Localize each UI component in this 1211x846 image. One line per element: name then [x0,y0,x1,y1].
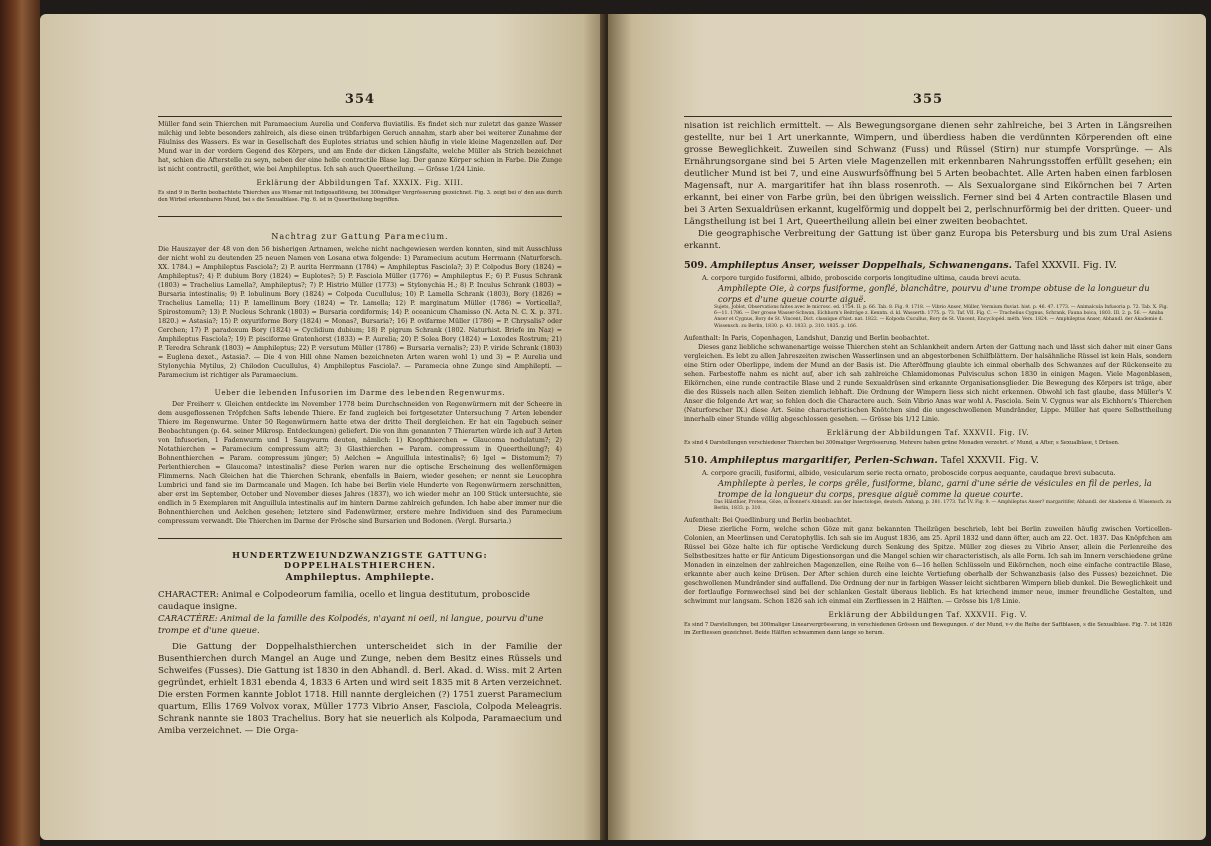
nachtrag-body: Die Hauszayer der 48 von den 56 bisherigen Artnamen, welche nicht nachgewiesen werden konnten, sind mit Ausschluss der nicht wohl zu deutenden 25 neuen Namen von Losana etwa folgende: 1) Paramecium acutum Herrmann (Naturforsch. XX. 1784.) = Amphileptus Fasciola?; 2) P. aurita Herrmann (1784) = Amphileptus Fasciola?; 3) P. Colpodus Bory (1824) = Amphileptus?; 4) P. dubium Bory (1824) = Euplotes?; 5) P. Fasciola Müller (1776) = Amphileptus F.; 6) P. Fusus Schrank (1803) = Trachelius Lamella?, Amphileptus?; 7) P. Histrio Müller (1773) = Stylonychia H.; 8) P. Inculus Schrank (1803) = Bursaria intestinalis; 9) P. lobulinum Bory (1824) = Colpoda Cucullulus; 10) P. Lamella Schrank (1803), Bory (1826) = Trachelius Lamella; 11) P. lamellinum Bory (1824) = Tr. Lamella; 12) P. marginatum Müller (1786) = Vorticella?, Spirostomum?; 13) P. Nucleus Schrank (1803) = Bursaria cordiformis; 14) P. oceanicum Chamisso (N. Acta N. C. X. p. 371. 1820.) = Astasia?; 15) P. oxyuriforme Bory (1824) = Monas?, Bursaria?; 16) P. ovifarme Müller (1786) = P. Chrysalis? oder Cerchen; 17) P. paradoxum Bory (1824) = Cyclidium dubium; 18) P. pigrum Schrank (1802. Naturhist. Briefe im Naz) = Amphileptus Fasciola?; 19) P. pisciforme Gratenhorst (1833) = P. Aurelia; 20) P. Solea Bory (1824) = Loxodes Rostrum; 21) P. Teredra Schrank (1803) = Amphileptus; 22) P. versutum Müller (1786) = Bursaria vernalis?; 23) P. viride Schrank (1803) = Euglena dexet., Astasia?. — Die 4 von Hill ohne Namen bezeichneten Arten waren wohl 1) und 3) = P. Aurelia und Stylonychia Mytilus, 2) Chilodon Cucullulus, 4) Amphileptus Fasciola?. — Paramecia ohne Zunge sind Amphilepti. — Paramecium ist richtiger als Paramaecium. [158,245,562,380]
species-509-figure-text: Es sind 4 Darstellungen verschiedener Thierchen bei 300maliger Vergrösserung. Mehrere haben grüne Monaden verzehrt. o' Mund, a After, s Sexualblase, t Drüsen. [684,439,1120,446]
book-spine [0,0,40,846]
species-509-name: Amphileptus Anser, weisser Doppelhals, Schwanengans. [710,260,1012,271]
species-510-figure-caption: Erklärung der Abbildungen Taf. XXXVII. Fig. V. [828,610,1028,620]
species-510-number: 510. [684,455,708,467]
species-509-plate: Tafel XXXVII. Fig. IV. [1015,260,1117,271]
character-label: CHARACTER: [158,590,219,601]
page-number-left: 354 [344,92,376,107]
species-510-figure-text: Es sind 7 Darstellungen, bei 300maliger Linearvergrösserung, in verschiedenen Grössen und Bewegungen. o' der Mund, v-v die Reihe der Saftblasen, s die Sexualblase. Fig. 7. ist 1826 im Zerfliessen gezeichnet. Beide Hälften schwammen dann lange so herum. [684,622,1172,636]
figure-text: Es sind 9 in Berlin beobachtete Thierchen aus Wismar mit Indigoauflösung, bei 300maliger Vergrösserung gezeichnet. Fig. 3. zeigt bei o' den aus durch den Wirbel erkennbaren Mund, bei s die Sexualblase. Fig. 6. ist in Queertheilung begriffen. [158,190,562,204]
nachtrag-title: Nachtrag zur Gattung Paramecium. [271,232,449,242]
species-509-figure-caption: Erklärung der Abbildungen Taf. XXXVII. Fig. IV. [826,427,1030,437]
intro-paragraph: Müller fand sein Thierchen mit Paramaecium Aurelia und Conferva fluviatilis. Es findet sich nur zuletzt das ganze Wasser milchig und lebte besonders zahlreich, als diese einen trübfarbigen Geruch annahm, starb aber bei weiterer Zunahme der Fäulniss des Wassers. Es war in Gesellschaft des Euplotes striatus und schien häufig in viele kleine Magenzellen auf. Der Mund war in der vordern Gegend des Körpers, und am Ende der dicken Längsfalte, welche Müller als Strich bezeichnet hat, schien die Afterstelle zu seyn, neben der eine helle contractile Blase lag. Der ganze Körper schien in Farbe. Die Zunge ist nicht contractil, geröthet, wie bei Amphileptus. Ich sah auch Queertheilung. — Grösse 1/24 Linie. [158,120,562,173]
figure-caption: Erklärung der Abbildungen Taf. XXXIX. Fig. XIII. [256,178,464,187]
species-510-body: Diese zierliche Form, welche schon Göze mit ganz bekannten Theilzügen beschrieb, lebt bei Berlin zuweilen häufig zwischen Vorticellen-Colonien, an Meerlinsen und Ceratophyllis. Ich sah sie im August 1836, am 25. April 1832 und dann öfter, auch am 22. Oct. 1837. Das Knöpfchen am Rüssel bei Göze halte ich für optische Verdickung durch Senkung des Spitze. Müller zog dieses zu Vibrio Anser, allein die Perlenreihe des Selbstbesitzes hatte er für Anticum Digestionsorgan und die Mangel schien wir characteristisch, als alle Form. Ich sah im Innern verschiedene grüne Monaden in einzelnen der zahlreichen Magenzellen, eine Reihe von 6—16 hellen Schlüsseln und Eikörnchen, noch eine einfache contractile Blase, erkannte aber auch keine Drüsen. Der After schien durch eine leichte Vertiefung oberhalb der Schwanzbasis (also des Fusses) bezeichnet. Die geschwollenen Mundränder sind auffallend. Die Ordnung der nur in farbigen Wasser leicht sichtbaren Wimpern blieb dunkel. Die Beweglichkeit und der fortlaufige Formwechsel sind bei der schlanken Gestalt überaus lieblich. Es hat kriechend immer neue, immer freundliche Gestalten, und schwimmt nur langsam. Schon 1826 sah ich einmal ein Zerfliessen in 2 Hälften. — Grösse bis 1/8 Linie. [684,525,1172,606]
organisation-paragraph: nisation ist reichlich ermittelt. — Als Bewegungsorgane dienen sehr zahlreiche, bei 3 Arten in Längsreihen gestellte, nur bei 1 Art unerkannte, Wimpern, und überdiess haben die verdünnten Körperenden oft eine grosse Beweglichkeit. Zuweilen sind Schwanz (Fuss) und Rüssel (Stirn) nur stumpfe Vorsprünge. — Als Ernährungsorgane sind bei 5 Arten viele Magenzellen mit erkennbaren Nahrungsstoffen erfüllt gesehen; ein deutlicher Mund ist bei 7, und eine Auswurfsöffnung bei 5 Arten beobachtet. Alle Arten haben einen farblosen Magensaft, nur A. margaritifer hat ihn blass rosenroth. — Als Sexualorgane sind Eikörnchen bei 7 Arten erkannt, bei einer von Farbe grün, bei den übrigen weisslich. Ferner sind bei 4 Arten contractile Blasen und bei 3 Arten Sexualdrüsen erkannt, kugelförmig und doppelt bei 2, perlschnurförmig bei der dritten. Queer- und Längstheilung ist bei 1 Art, Queertheilung allein bei einer zweiten beobachtet. [684,121,1172,227]
geography-paragraph: Die geographische Verbreitung der Gattung ist über ganz Europa bis Petersburg und bis zum Ural Asiens erkannt. [684,229,1172,251]
character-text: Animal e Colpodeorum familia, ocello et lingua destitutum, proboscide caudaque insigne. [158,590,530,613]
species-509-body: Dieses ganz liebliche schwanenartige weisse Thierchen steht an Schlankheit andern Arten der Gattung nach und lässt sich daher mit einer Gans vergleichen. Es lebt zu allen Jahreszeiten zwischen Wasserlinsen und an abgestorbenen Schilfblättern. Der halsähnliche Rüssel ist kein Hals, sondern eine Stirn oder Oberlippe, indem der Mund an der Basis ist. Die Afteröffnung glaubte ich einmal oberhalb des Schwanzes auf der Rückenseite zu sehen. Farbestoffe nahm es nicht auf, aber ich sah zahlreiche Chlamidomonas Pulvisculus schon 1830 in einigen Magen. Viele Magenblasen, Eikörnchen, eine runde contractile Blase und 2 runde Sexualdrüsen sind erkannte Organisationsglieder. Die Bewegung des Körpers ist träge, aber die des Rüssels nach allen Seiten ziemlich lebhaft. Die Ordnung der Wimpern liess sich nicht erkennen. Obwohl ich fast glaube, dass Müller's V. Anser die folgende Art war, so fehlen doch die Charactere auch. Sein Vibrio Anas war wohl A. Fasciola. Sein V. Cygnus war als Eichhorn's Thierchen (Naturforscher IX.) diese Art. Seine characteristischen Knötchen sind die ungeschwollenen Mundränder, Lippe. Müller hat quere Selbsttheilung innerhalb einer Stunde völlig abgeschlossen gesehen. — Grösse bis 1/12 Linie. [684,342,1172,423]
header-rule [158,116,562,117]
species-509-number: 509. [684,260,708,271]
section-rule [158,216,562,217]
gattung-title: HUNDERTZWEIUNDZWANZIGSTE GATTUNG: DOPPELHALSTHIERCHEN. [232,550,488,571]
header-rule-right [684,116,1172,117]
species-510-plate: Tafel XXXVII. Fig. V. [940,455,1039,467]
species-510-aufenthalt: Aufenthalt: Bei Quedlinburg und Berlin beobachtet. [684,516,853,525]
species-510-synonyms: Das Hälsthier, Proteus, Göze, in Bonnet's Abhandl. aus der Insectologie, deutsch. Anhang, p. 381. 1773. Taf. IV. Fig. 9. — Amphileptus Anser? margaritifer, Abhandl. der Akademie d. Wissensch. zu Berlin, 1833. p. 310. [714,500,1172,512]
regenwurm-body: Der Freiherr v. Gleichen entdeckte im November 1778 beim Durchschneiden von Regenwürmern mit der Scheere in dem ausgeflossenen Tröpfchen Safts lebende Thiere. Er fand zugleich bei fortgesetzter Untersuchung 7 Arten lebender Thiere im Regenwurme. Unter 50 Regenwürmern hatte etwa der dritte Theil dergleichen. Er hat ein Tagebuch seiner Beobachtungen (p. 64. seiner Mikrosp. Entdeckungen) geliefert. Die von ihm genannten 7 Thierarten würde ich auf 3 Arten von Infusorien, 1 Fadenwurm und 1 Saugwurm deuten, nämlich: 1) Knopfthierchen = Glaucoma nodulatum?; 2) Notathierchen = Paramecium compressum alt?; 3) Glasthierchen = Param. compressum in Queertheilung?; 4) Bohnenthierchen = Param. compressum jünger; 5) Aelchen = Anguillula intestinalis?; 6) Igel = Distomum?; 7) Perlenthierchen = Glaucoma? intestinalis? diese Perlen waren nur die optische Erscheinung des wellenförmigen Flimmerns. Nach Gleichen hat die Thierchen Schrank, ebenfalls in Baiern, wieder gesehen; er nennt sie Leucophra Lumbrici und fand sie im Darmcanale und Magen. Ich habe bei Berlin viele Hunderte von Regenwürmern zerschnitten, aber erst im September, October und November dieses Jahres (1837), wo ich wieder mehr an 100 Stück untersuchte, sie endlich in 5 Exemplaren mit Anguillula intestinalis auf im hintern Darme zahlreich gefunden. Ich habe aber immer nur die Bohnenthierchen und Aelchen gesehen; letztere sind Fadenwürmer, erstere mehre Individuen sind des Paramecium compressum verwandt. Die Thierchen im Darme der Frösche sind Bursarien und Bodonen. (Vergl. Bursaria.) [158,400,562,526]
species-509-french: Amphilepte Oie, à corps fusiforme, gonflé, blanchâtre, pourvu d'une trompe obtuse de la longueur du corps et d'une queue courte aiguë. [718,283,1150,304]
species-510-title [684,455,1172,466]
species-510-latin: A. corpore gracili, fusiformi, albido, vesicularum serie recta ornato, proboscide corpus aequante, caudaque brevi subacuta. [702,469,1116,478]
page-number-right: 355 [912,92,944,107]
regenwurm-subtitle: Ueber die lebenden Infusorien im Darme des lebenden Regenwurms. [214,388,506,398]
species-509-aufenthalt: Aufenthalt: In Paris, Copenhagen, Landshut, Danzig und Berlin beobachtet. [684,333,930,342]
species-510-french: Amphilepte à perles, le corps grêle, fusiforme, blanc, garni d'une série de vésicules en fil de perles, la trompe de la longueur du corps, presque aiguë comme la queue courte. [718,478,1152,500]
right-page [608,14,1206,840]
species-509-latin: A. corpore turgido fusiformi, albido, proboscide corporis longitudine ultima, cauda brevi acuta. [702,274,1021,282]
species-509-synonyms: Sujets, Joblot, Observations faites avec le microsc. ed. 1754. II. p. 66. Tab. 8. Fig. 9. 1718. — Vibrio Anser, Müller, Vermium fluviat. hist. p. 46. 47. 1773. — Animalcula Infusoria p. 72. Tab. X. Fig. 6—11. 1786. — Der grosse Wasser-Schwan, Eichhorn's Beiträge z. Kenntn. d. kl. Wasserth. 1775. p. 73. Taf. VII. Fig. C. — Trachelius Cygnus, Schrank, Fauna boica, 1803. III. 2. p. 56. — Amiba Anser et Cygnus, Bory de St. Vincent, Dict. classique d'hist. nat. 1822. — Kolpoda Cucullus, Bory de St. Vincent, Encyclopéd. méth. Vers. 1824. — Amphileptus Anser, Abhandl. der Akademie d. Wissensch. zu Berlin, 1830. p. 43. 1833. p. 310. 1835. p. 166. [714,305,1169,329]
section-rule-2 [158,538,562,539]
left-page [40,14,606,840]
genus-body: Die Gattung der Doppelhalsthierchen unterscheidet sich in der Familie der Busenthierchen durch Mangel an Auge und Zunge, neben dem Besitz eines Rüssels und Schweifes (Fusses). Die Gattung ist 1830 in den Abhandl. d. Berl. Akad. d. Wiss. mit 2 Arten gegründet, erhielt 1831 ebenda 4, 1833 6 Arten und wird seit 1835 mit 8 Arten verzeichnet. Die ersten Formen kannte Joblot 1718. Hill nannte dergleichen (?) 1751 zuerst Paramecium quartum, Ellis 1769 Volvox vorax, Müller 1773 Vibrio Anser, Fasciola, Colpoda Meleagris. Schrank nannte sie 1803 Trachelius. Bory hat sie neuerlich als Kolpoda, Paramaecium und Amiba verzeichnet. — Die Orga- [158,642,562,737]
genus-name: Amphileptus. Amphilepte. [285,572,435,584]
species-510-name: Amphileptus margaritifer, Perlen-Schwan. [710,455,938,467]
character-latin [158,589,562,613]
caractere-text: Animal de la famille des Kolpodés, n'ayant ni oeil, ni langue, pourvu d'une trompe et d'une queue. [158,614,544,637]
character-french [158,613,562,637]
caractere-label: CARACTÈRE: [158,614,218,625]
species-509-title [684,260,1172,271]
